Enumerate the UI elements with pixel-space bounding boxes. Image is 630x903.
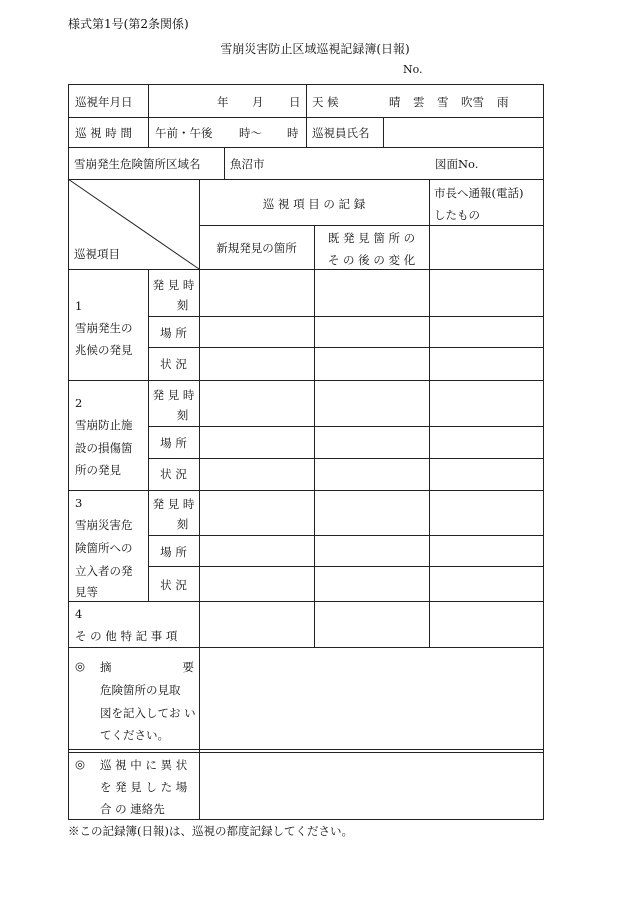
section-1-line1: 雪崩発生の: [75, 321, 133, 335]
form-identifier: 様式第1号(第2条関係): [68, 17, 189, 31]
section-3-line2: 険箇所への: [75, 541, 133, 555]
report-header-line1: 市長へ通報(電話): [434, 186, 524, 200]
section-3-number: 3: [75, 496, 83, 510]
map-number-label: 図面No.: [435, 157, 479, 171]
existing-change-header-line2: そ の 後 の 変 化: [327, 253, 416, 267]
inspection-date-label: 巡視年月日: [75, 95, 133, 109]
day-unit: 日: [289, 95, 301, 109]
other-notes-label: そ の 他 特 記 事 項: [75, 629, 178, 643]
existing-change-header-line1: 既 発 見 箇 所 の: [327, 231, 416, 245]
summary-line3: てください。: [100, 728, 169, 742]
place-label: 場 所: [160, 326, 187, 340]
weather-option-sunny: 晴: [389, 95, 401, 109]
year-unit: 年: [217, 95, 229, 109]
hazard-area-value: 魚沼市: [230, 157, 265, 171]
found-time-label-cont: 刻: [176, 298, 189, 312]
found-time-label: 発 見 時: [152, 278, 195, 292]
report-header-line2: したもの: [434, 208, 480, 222]
section-2-line3: 所の発見: [75, 463, 121, 477]
weather-option-snow: 雪: [437, 95, 449, 109]
inspector-name-label: 巡視員氏名: [312, 126, 370, 140]
contact-line3: 合 の 連絡先: [100, 802, 165, 816]
weather-option-cloudy: 雲: [413, 95, 425, 109]
found-time-label: 発 見 時: [152, 388, 195, 402]
document-number-label: No.: [403, 63, 423, 76]
summary-title: 摘 要: [100, 660, 194, 674]
found-time-label: 発 見 時: [152, 497, 195, 511]
section-3-line3: 立入者の発: [75, 564, 133, 578]
found-time-label-cont: 刻: [176, 517, 189, 531]
month-unit: 月: [252, 95, 264, 109]
weather-option-blizzard: 吹雪: [461, 95, 484, 109]
footnote: ※この記録簿(日報)は、巡視の都度記録してください。: [68, 824, 353, 838]
inspection-items-label: 巡視項目: [74, 247, 120, 261]
place-label: 場 所: [160, 545, 187, 559]
section-2-line2: 設の損傷箇: [75, 441, 133, 455]
hazard-area-label: 雪崩発生危険箇所区域名: [74, 157, 201, 171]
status-label: 状 況: [160, 357, 187, 371]
weather-option-rain: 雨: [497, 95, 509, 109]
section-3-line1: 雪崩災害危: [75, 518, 133, 532]
document-title: 雪崩災害防止区域巡視記録簿(日報): [220, 42, 410, 56]
section-3-line4: 見等: [75, 585, 98, 599]
weather-label: 天 候: [312, 95, 339, 109]
summary-mark: ◎: [75, 659, 86, 673]
status-label: 状 況: [160, 467, 187, 481]
section-2-line1: 雪崩防止施: [75, 418, 133, 432]
new-found-header: 新規発見の箇所: [216, 241, 297, 255]
section-1-number: 1: [75, 299, 83, 313]
section-4-number: 4: [75, 607, 83, 621]
summary-line2: 図を記入してお い: [100, 706, 196, 720]
hour-from-label: 時〜: [239, 126, 262, 140]
contact-line2: を 発 見 し た 場: [100, 780, 188, 794]
inspection-time-label: 巡 視 時 間: [75, 126, 132, 140]
hour-to-label: 時: [287, 126, 299, 140]
record-header: 巡 視 項 目 の 記 録: [262, 197, 366, 211]
section-2-number: 2: [75, 396, 83, 410]
contact-mark: ◎: [75, 757, 86, 771]
place-label: 場 所: [160, 436, 187, 450]
status-label: 状 況: [160, 578, 187, 592]
section-1-line2: 兆候の発見: [75, 343, 133, 357]
summary-line1: 危険箇所の見取: [100, 683, 181, 697]
found-time-label-cont: 刻: [176, 408, 189, 422]
am-pm-label: 午前・午後: [155, 126, 213, 140]
contact-line1: 巡 視 中 に 異 状: [100, 758, 188, 772]
